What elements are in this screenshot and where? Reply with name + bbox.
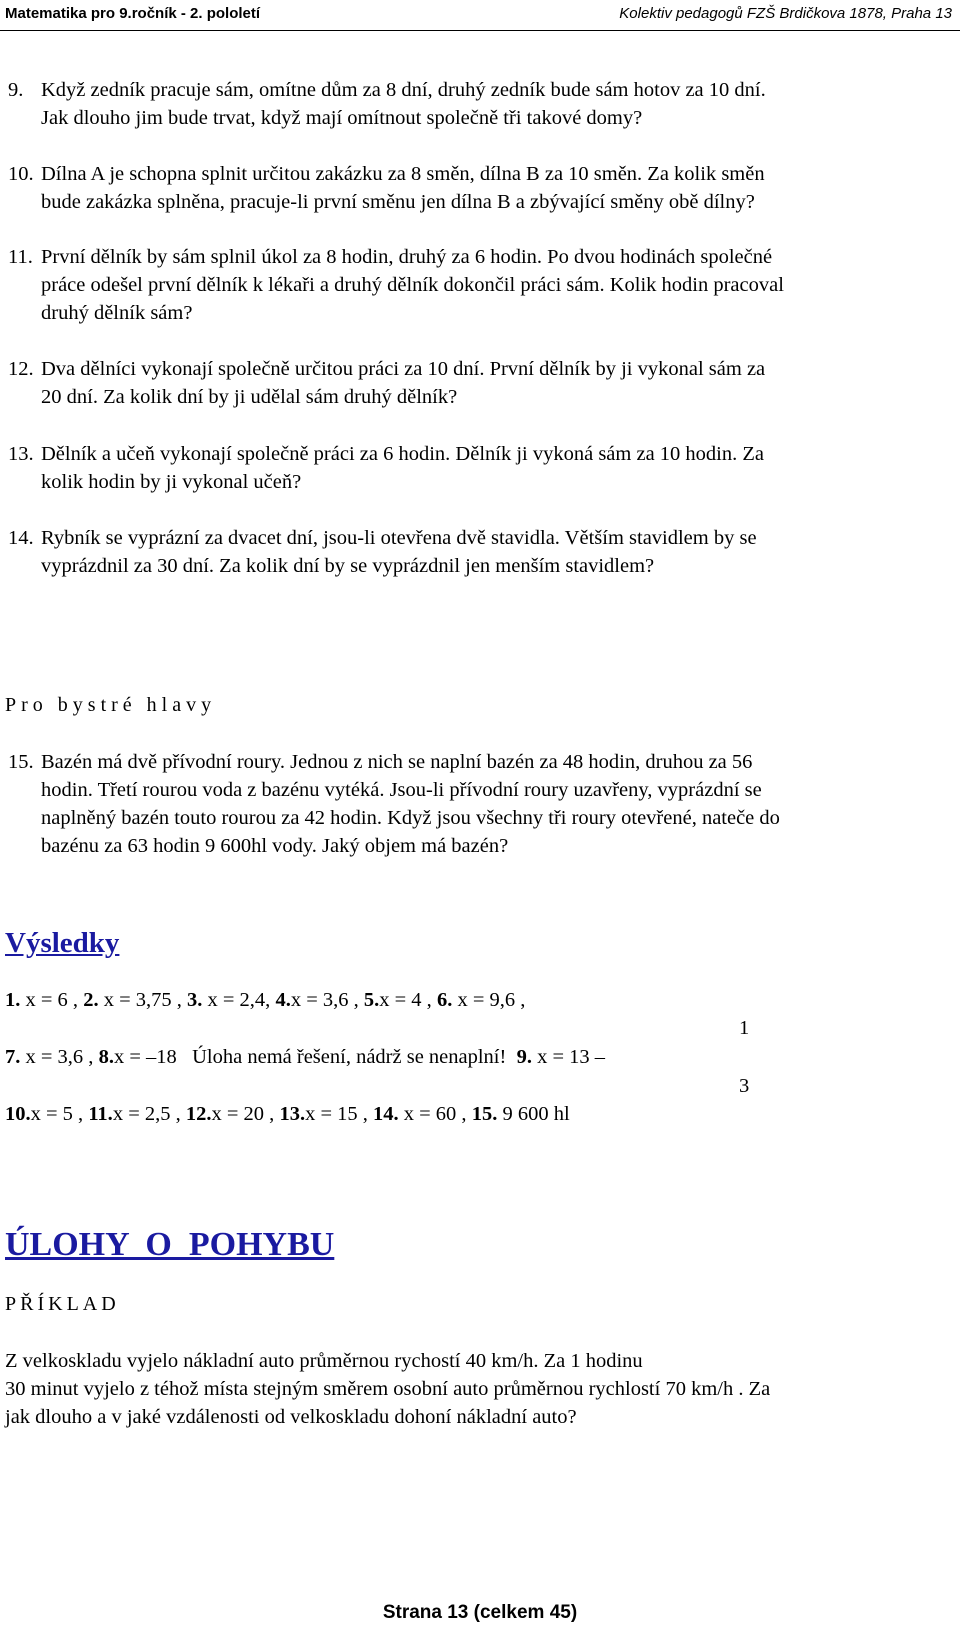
result-12-num: 12. [185,1103,212,1125]
result-1-num: 1. [5,989,21,1011]
problem-11-line-3: druhý dělník sám? [41,302,193,324]
result-2-value: x = 3,75 , [103,989,182,1011]
result-11-num: 11. [88,1103,113,1125]
problem-14-number: 14. [8,527,34,549]
problem-9-line-1: Když zedník pracuje sám, omítne dům za 8 dní, druhý zedník bude sám hotov za 10 dní. [41,79,766,101]
result-12-value: x = 20 , [211,1103,275,1125]
problem-13-line-1: Dělník a učeň vykonají společně práci za 6 hodin. Dělník ji vykoná sám za 10 hodin. Za [41,443,764,465]
result-10-value: x = 5 , [30,1103,84,1125]
problem-11-number: 11. [8,246,33,268]
problem-14-line-2: vyprázdnil za 30 dní. Za kolik dní by se vyprázdnil jen menším stavidlem? [41,555,655,577]
results-heading: Výsledky [5,927,120,959]
result-11-value: x = 2,5 , [112,1103,181,1125]
result-5-value: x = 4 , [379,989,432,1011]
problem-11-line-1: První dělník by sám splnil úkol za 8 hodin, druhý za 6 hodin. Po dvou hodinách společné [41,246,773,268]
result-7-value: x = 3,6 , [25,1046,94,1068]
problem-14-line-1: Rybník se vyprázní za dvacet dní, jsou-li otevřena dvě stavidla. Větším stavidlem by se [41,527,757,549]
problem-15-line-3: naplněný bazén touto rourou za 42 hodin. Když jsou všechny tři roury otevřené, nateče do [41,807,780,829]
problem-12-number: 12. [8,358,34,380]
result-8-num: 8. [98,1046,114,1068]
result-15-num: 15. [471,1103,498,1125]
result-1-value: x = 6 , [25,989,79,1011]
problem-12-line-2: 20 dní. Za kolik dní by ji udělal sám druhý dělník? [41,386,458,408]
problem-15-line-4: bazénu za 63 hodin 9 600hl vody. Jaký objem má bazén? [41,835,509,857]
result-9-fraction-numerator: 1 [739,1017,750,1039]
result-8-value: x = –18 Úloha nemá řešení, nádrž se nenaplní! [113,1046,507,1068]
result-7-num: 7. [5,1046,21,1068]
result-4-value: x = 3,6 , [290,989,359,1011]
problem-9-line-2: Jak dlouho jim bude trvat, když mají omítnout společně tři takové domy? [41,107,643,129]
problem-15-number: 15. [8,751,34,773]
problem-15-line-2: hodin. Třetí rourou voda z bazénu vytéká. Jsou-li přívodní roury uzavřeny, vyprázdní se [41,779,762,801]
result-3-value: x = 2,4, [207,989,271,1011]
example-line-1: Z velkoskladu vyjelo nákladní auto průměrnou rychostí 40 km/h. Za 1 hodinu [5,1350,643,1372]
example-line-2: 30 minut vyjelo z téhož místa stejným směrem osobní auto průměrnou rychlostí 70 km/h . Za [5,1378,771,1400]
header-authors: Kolektiv pedagogů FZŠ Brdičkova 1878, Praha 13 [619,5,952,22]
result-10-num: 10. [5,1103,31,1125]
problem-12-line-1: Dva dělníci vykonají společně určitou práci za 10 dní. První dělník by ji vykonal sám za [41,358,766,380]
problem-11-line-2: práce odešel první dělník k lékaři a druhý dělník dokončil práci sám. Kolik hodin pracoval [41,274,784,296]
result-4-num: 4. [275,989,291,1011]
problem-9-number: 9. [8,79,24,101]
problem-10-number: 10. [8,163,34,185]
problem-13-line-2: kolik hodin by ji vykonal učeň? [41,471,302,493]
problem-10-line-2: bude zakázka splněna, pracuje-li první směnu jen dílna B a zbývající směny obě dílny? [41,191,755,213]
result-3-num: 3. [187,989,203,1011]
result-9-num: 9. [516,1046,532,1068]
result-13-num: 13. [279,1103,306,1125]
result-13-value: x = 15 , [305,1103,368,1125]
result-5-num: 5. [363,989,380,1011]
results-line-2 [5,1043,605,1072]
problem-15-line-1: Bazén má dvě přívodní roury. Jednou z nich se naplní bazén za 48 hodin, druhou za 56 [41,751,753,773]
result-6-num: 6. [436,989,453,1011]
motion-heading: ÚLOHY O POHYBU [5,1226,335,1263]
problem-13-number: 13. [8,443,34,465]
result-14-num: 14. [373,1103,399,1125]
bystre-heading: Pro bystré hlavy [5,694,217,716]
result-6-value: x = 9,6 , [457,989,526,1011]
page-footer: Strana 13 (celkem 45) [382,1602,578,1623]
result-2-num: 2. [83,989,99,1011]
header-subject: Matematika pro 9.ročník - 2. pololetí [5,5,261,22]
results-line-1 [5,986,525,1015]
example-line-3: jak dlouho a v jaké vzdálenosti od velkoskladu dohoní nákladní auto? [5,1406,577,1428]
result-9-value: x = 13 – [537,1046,606,1068]
result-14-value: x = 60 , [403,1103,467,1125]
example-label: PŘÍKLAD [5,1293,120,1315]
page-header [0,0,960,31]
problem-10-line-1: Dílna A je schopna splnit určitou zakázku za 8 směn, dílna B za 10 směn. Za kolik směn [41,163,765,185]
result-15-value: 9 600 hl [502,1103,570,1125]
results-line-3 [5,1100,570,1129]
result-9-fraction-denominator: 3 [739,1075,750,1097]
